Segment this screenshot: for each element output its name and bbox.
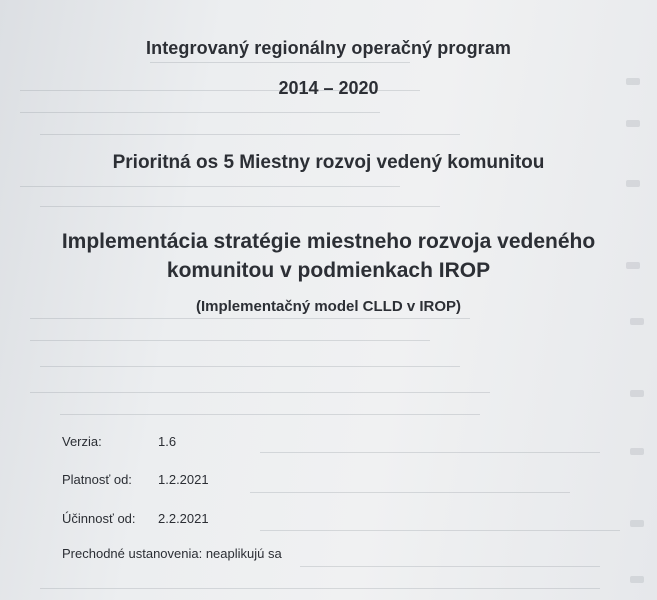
implementation-title-line-1: Implementácia stratégie miestneho rozvoja vedeného [61, 230, 596, 253]
version-value: 1.6 [158, 434, 177, 449]
program-years: 2014 – 2020 [278, 78, 379, 98]
program-title: Integrovaný regionálny operačný program [146, 38, 511, 58]
effective-from-row [62, 511, 209, 526]
implementation-title-line-2: komunitou v podmienkach IROP [166, 259, 491, 282]
effective-from-value: 2.2.2021 [158, 511, 209, 526]
implementation-subtitle: (Implementačný model CLLD v IROP) [195, 298, 462, 315]
priority-axis-heading: Prioritná os 5 Miestny rozvoj vedený komunitou [112, 152, 545, 173]
valid-from-row [62, 472, 209, 487]
effective-from-label: Účinnosť od: [62, 511, 136, 526]
transitional-provisions: Prechodné ustanovenia: neaplikujú sa [62, 546, 282, 561]
version-label: Verzia: [62, 434, 102, 449]
valid-from-value: 1.2.2021 [158, 472, 209, 487]
valid-from-label: Platnosť od: [62, 472, 132, 487]
version-row [62, 434, 176, 449]
